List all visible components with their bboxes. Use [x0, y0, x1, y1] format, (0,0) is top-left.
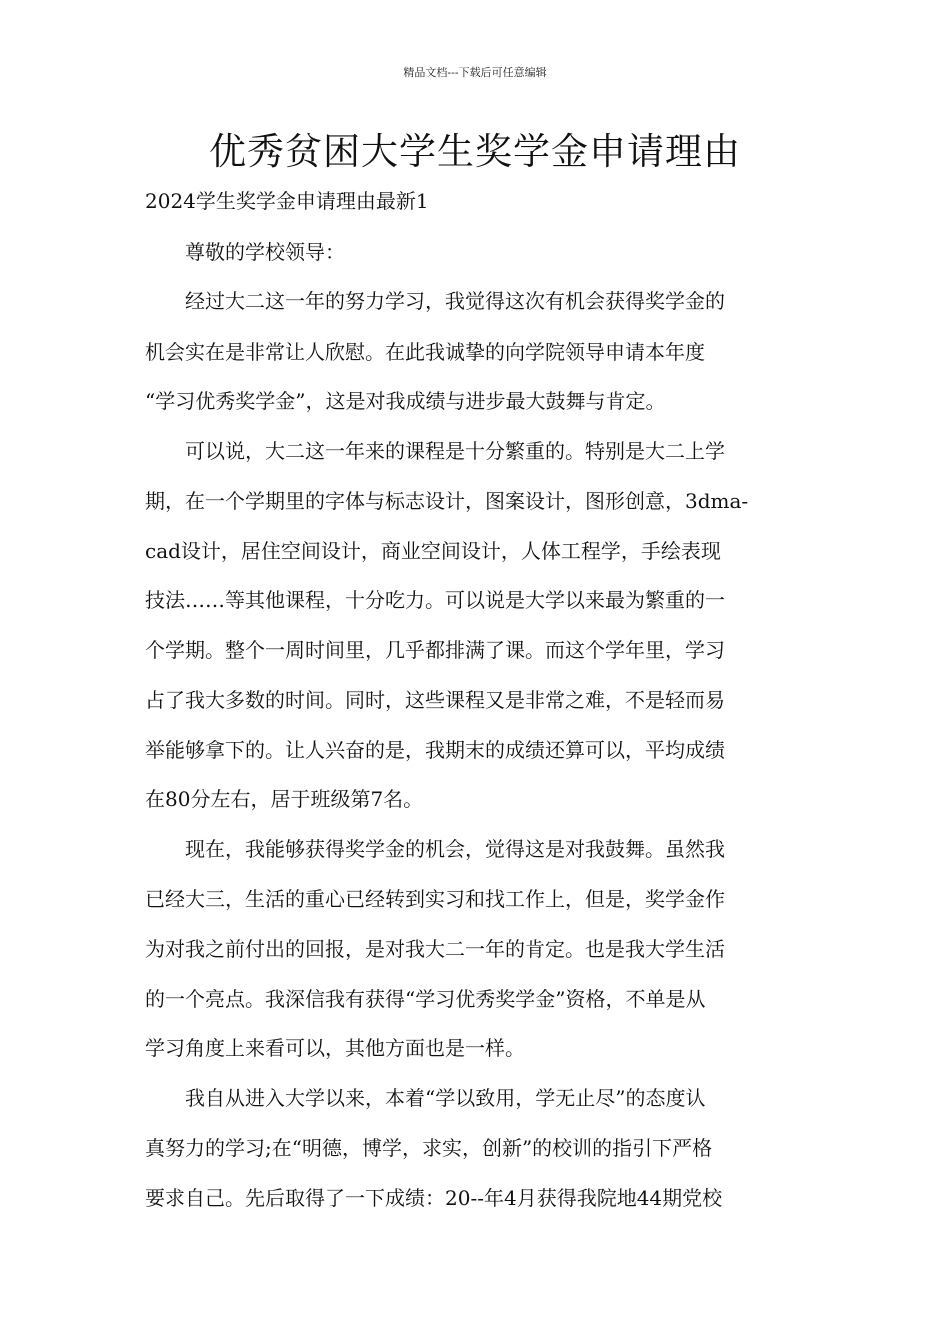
text-line: 期，在一个学期里的字体与标志设计，图案设计，图形创意，3dma- — [145, 489, 749, 513]
header-note: 精品文档---下载后可任意编辑 — [403, 66, 547, 79]
text-line: 为对我之前付出的回报，是对我大二一年的肯定。也是我大学生活 — [145, 937, 725, 961]
text-line: 我自从进入大学以来，本着“学以致用，学无止尽”的态度认 — [145, 1086, 706, 1110]
text-line: “学习优秀奖学金”，这是对我成绩与进步最大鼓舞与肯定。 — [145, 389, 666, 413]
text-line: 举能够拿下的。让人兴奋的是，我期末的成绩还算可以，平均成绩 — [145, 738, 725, 762]
text-line: 经过大二这一年的努力学习，我觉得这次有机会获得奖学金的 — [145, 289, 725, 313]
text-line: 已经大三，生活的重心已经转到实习和找工作上，但是，奖学金作 — [145, 887, 725, 911]
document-subtitle: 2024学生奖学金申请理由最新1 — [145, 189, 429, 213]
text-line: 尊敬的学校领导： — [145, 240, 345, 264]
text-line: 要求自己。先后取得了一下成绩：20--年4月获得我院地44期党校 — [145, 1186, 723, 1210]
text-line: 个学期。整个一周时间里，几乎都排满了课。而这个学年里，学习 — [145, 638, 725, 662]
text-line: 可以说，大二这一年来的课程是十分繁重的。特别是大二上学 — [145, 439, 725, 463]
document-title: 优秀贫困大学生奖学金申请理由 — [209, 130, 741, 173]
text-line: 现在，我能够获得奖学金的机会，觉得这是对我鼓舞。虽然我 — [145, 837, 725, 861]
text-line: 的一个亮点。我深信我有获得“学习优秀奖学金”资格，不单是从 — [145, 987, 706, 1011]
text-line: 机会实在是非常让人欣慰。在此我诚挚的向学院领导申请本年度 — [145, 340, 705, 364]
text-line: cad设计，居住空间设计，商业空间设计，人体工程学，手绘表现 — [145, 539, 721, 563]
text-line: 技法……等其他课程，十分吃力。可以说是大学以来最为繁重的一 — [145, 588, 725, 612]
text-line: 占了我大多数的时间。同时，这些课程又是非常之难，不是轻而易 — [145, 688, 725, 712]
text-line: 学习角度上来看可以，其他方面也是一样。 — [145, 1036, 525, 1060]
text-line: 真努力的学习;在“明德，博学，求实，创新”的校训的指引下严格 — [145, 1136, 713, 1160]
text-line: 在80分左右，居于班级第7名。 — [145, 787, 424, 811]
